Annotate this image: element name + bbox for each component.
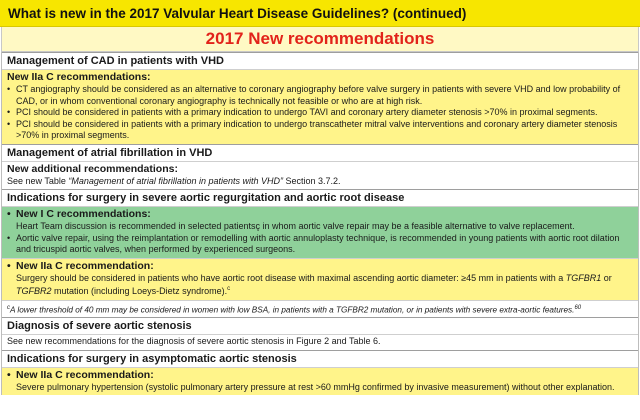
list-item: • PCI should be considered in patients with a primary indication to undergo TAVI and coronary artery diameter stenosis >70% in proximal segments.	[7, 107, 598, 117]
bullet-icon: •	[7, 118, 11, 129]
af-rec-header: New additional recommendations:	[7, 162, 178, 175]
af-text: See new Table “Management of atrial fibrillation in patients with VHD” Section 3.7.2.	[7, 175, 341, 186]
bullet-icon: •	[7, 208, 11, 220]
green-rec-header: New I C recommendations:	[16, 208, 151, 220]
bullet-icon: •	[7, 368, 11, 381]
section-header-severe-as: Diagnosis of severe aortic stenosis	[2, 317, 638, 334]
footnote: $^c$A lower threshold of 40 mm may be considered in women with low BSA, in patients with a TGFBR2 mutation, or in patients with severe extra-aortic features.$^{60}$	[2, 300, 638, 318]
section-header-af: Management of atrial fibrillation in VHD	[2, 144, 638, 161]
list-item: • CT angiography should be considered as an alternative to coronary angiography before valve surgery in patients with severe VHD and low probability of CAD, or in whom conventional coronary angiography is technically not feasible or who are at high risk.	[7, 84, 621, 106]
aortic-root-text: Surgery should be considered in patients who have aortic root disease with maximal ascending aortic diameter: ≥45 mm in patients with a TGFBR1 or TGFBR2 mutation (including Loeys-Dietz syndrome).$^c$	[16, 272, 612, 296]
bullet-icon: •	[7, 232, 11, 243]
cad-recommendations	[2, 69, 638, 144]
section-header-aortic-regurgitation: Indications for surgery in severe aortic regurgitation and aortic root disease	[2, 189, 638, 206]
recommendations-table	[1, 52, 639, 395]
severe-as-text: See new recommendations for the diagnosis of severe aortic stenosis in Figure 2 and Table 6.	[7, 336, 381, 347]
af-recommendations	[2, 161, 638, 190]
bullet-icon: •	[7, 259, 11, 272]
list-item: • PCI should be considered in patients with a primary indication to undergo transcatheter mitral valve interventions and coronary artery diameter stenosis >70% in proximal segments.	[7, 118, 618, 140]
list-item: • Aortic valve repair, using the reimplantation or remodelling with aortic annuloplasty technique, is recommended in young patients with aortic root dilation and tricuspid aortic valves, when performed by experienced surgeons.	[7, 232, 620, 254]
severe-as-text-block	[2, 334, 638, 350]
asym-as-text: Severe pulmonary hypertension (systolic pulmonary artery pressure at rest >60 mmHg confirmed by invasive measurement) without other explanation.	[16, 381, 615, 392]
list-item: Heart Team discussion is recommended in selected patientsç in whom aortic valve repair may be a feasible alternative to valve replacement.	[16, 221, 575, 231]
aortic-reg-yellow-recommendations	[2, 258, 638, 300]
asym-rec-header: New IIa C recommendation:	[16, 368, 154, 381]
aortic-reg-green-recommendations	[2, 206, 638, 258]
yellow-rec-header: New IIa C recommendation:	[16, 259, 154, 272]
section-header-cad: Management of CAD in patients with VHD	[2, 52, 638, 69]
section-header-asymptomatic-as: Indications for surgery in asymptomatic aortic stenosis	[2, 350, 638, 367]
bullet-icon: •	[7, 84, 11, 94]
banner-heading: 2017 New recommendations	[1, 27, 639, 52]
cad-rec-header: New IIa C recommendations:	[7, 71, 151, 83]
bullet-icon: •	[7, 107, 11, 117]
asym-as-recommendations	[2, 367, 638, 396]
page-title: What is new in the 2017 Valvular Heart Disease Guidelines? (continued)	[0, 0, 640, 27]
